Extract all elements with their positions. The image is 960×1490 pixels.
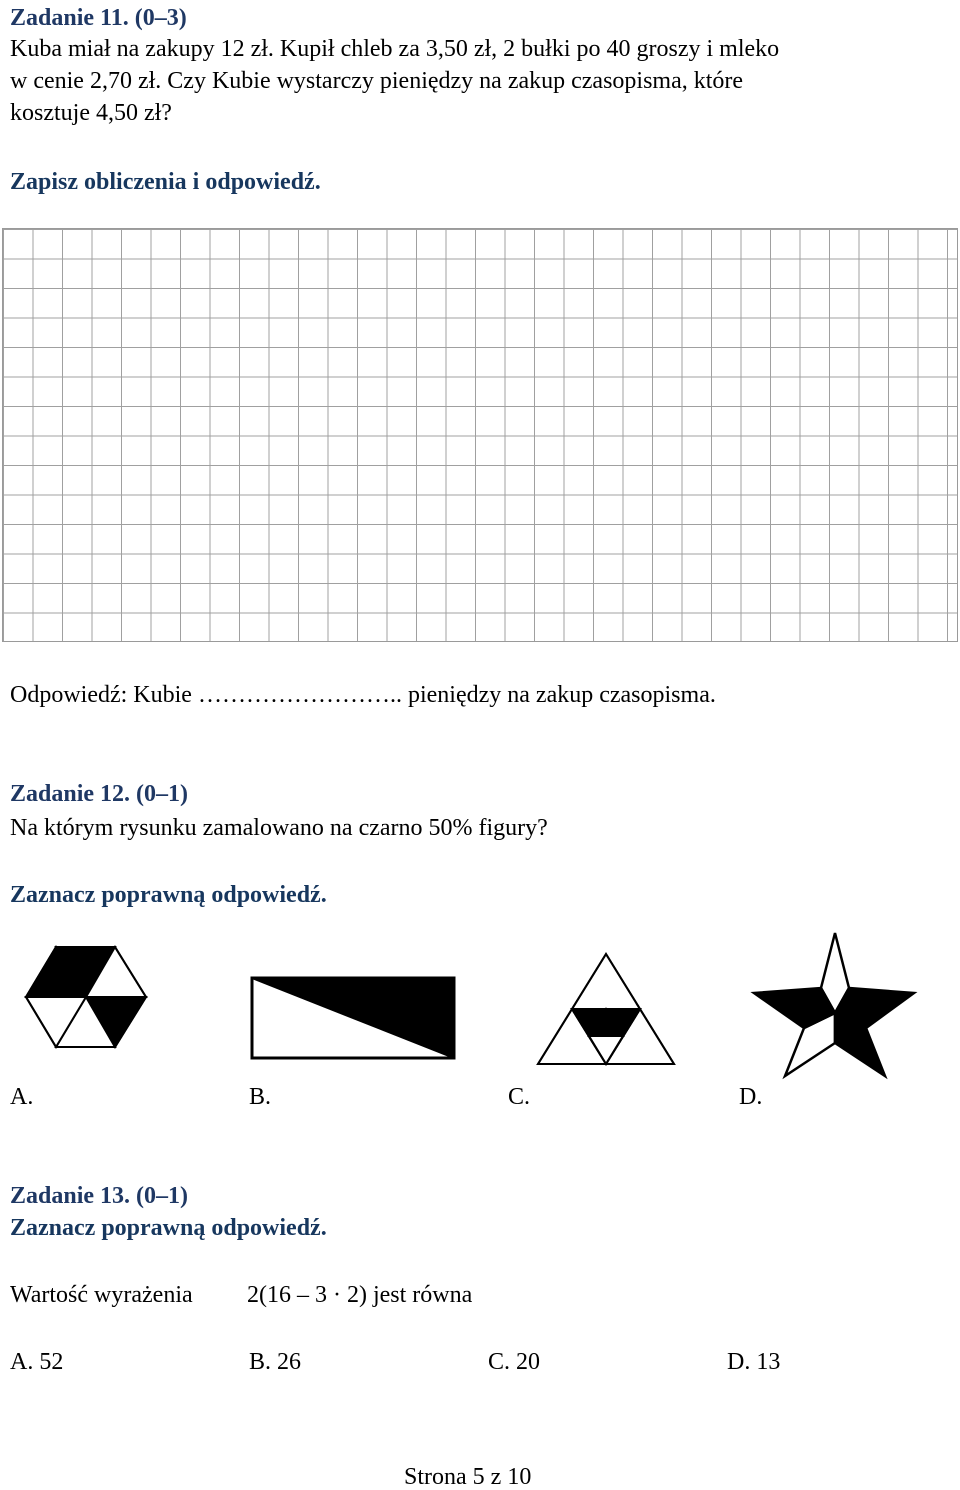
task11-line-3: kosztuje 4,50 zł? — [10, 100, 172, 126]
task11-instruction: Zapisz obliczenia i odpowiedź. — [10, 169, 321, 195]
hexagon-icon[interactable] — [20, 942, 150, 1052]
page-number: Strona 5 z 10 — [404, 1464, 532, 1490]
star-icon[interactable] — [748, 928, 920, 1082]
task11-title: Zadanie 11. (0–3) — [10, 5, 187, 31]
answer-blank[interactable]: …………………….. — [197, 682, 402, 708]
task13-expression: 2(16 – 3 · 2) jest równa — [247, 1282, 473, 1308]
task12-option-c[interactable]: C. — [508, 1084, 531, 1110]
task12-question: Na którym rysunku zamalowano na czarno 50% figury? — [10, 815, 548, 841]
task13-option-d[interactable]: D. 13 — [727, 1349, 781, 1375]
calculation-grid[interactable] — [2, 228, 958, 642]
task12-option-b[interactable]: B. — [249, 1084, 272, 1110]
triangle-icon[interactable] — [534, 950, 678, 1068]
task13-option-b[interactable]: B. 26 — [249, 1349, 302, 1375]
task13-expression-label: Wartość wyrażenia — [10, 1282, 193, 1308]
task12-option-a[interactable]: A. — [10, 1084, 34, 1110]
task11-line-1: Kuba miał na zakupy 12 zł. Kupił chleb za 3,50 zł, 2 bułki po 40 groszy i mleko — [10, 36, 780, 62]
answer-suffix: pieniędzy na zakup czasopisma. — [401, 682, 716, 708]
rectangle-icon[interactable] — [248, 974, 458, 1064]
task12-option-d[interactable]: D. — [739, 1084, 763, 1110]
task11-answer-line — [10, 683, 716, 707]
task12-title: Zadanie 12. (0–1) — [10, 781, 189, 807]
answer-prefix: Odpowiedź: Kubie — [10, 682, 192, 708]
task11-line-2: w cenie 2,70 zł. Czy Kubie wystarczy pieniędzy na zakup czasopisma, które — [10, 68, 744, 94]
task13-title: Zadanie 13. (0–1) — [10, 1183, 189, 1209]
task13-option-a[interactable]: A. 52 — [10, 1349, 64, 1375]
task13-instruction: Zaznacz poprawną odpowiedź. — [10, 1215, 327, 1241]
task12-instruction: Zaznacz poprawną odpowiedź. — [10, 882, 327, 908]
task13-option-c[interactable]: C. 20 — [488, 1349, 541, 1375]
